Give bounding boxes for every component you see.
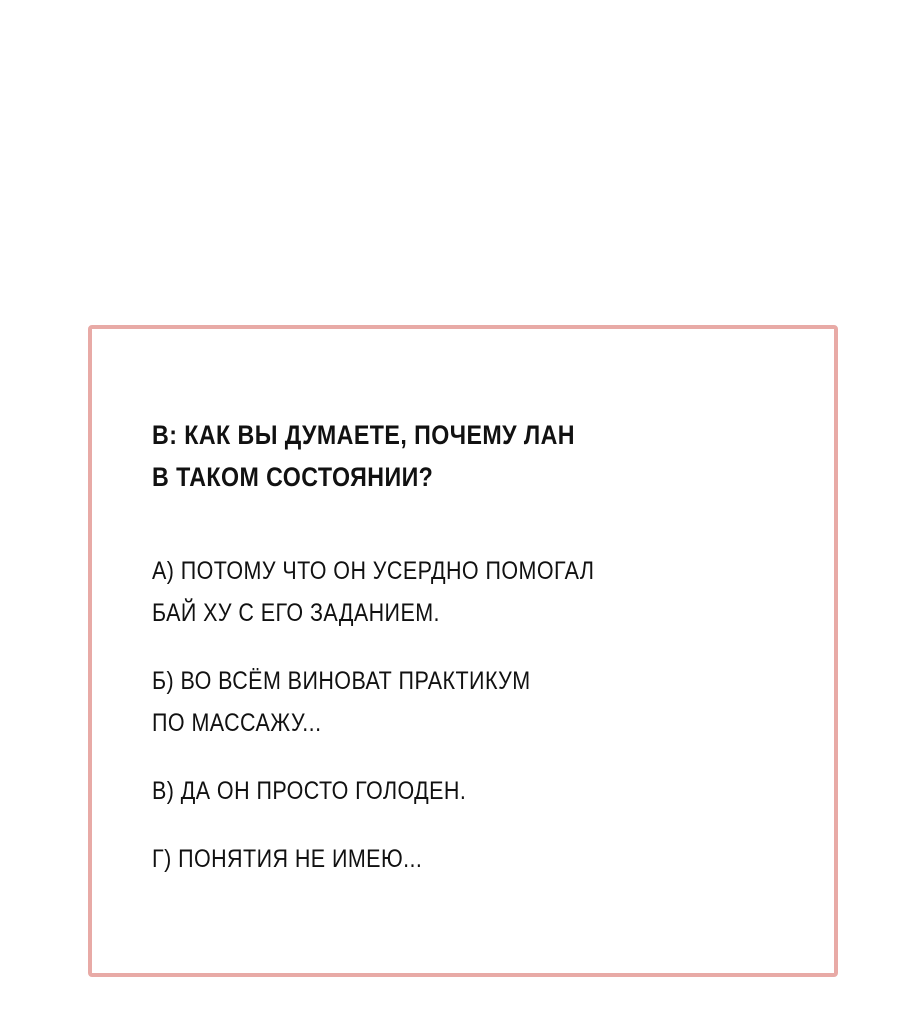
answer-b-line-2: ПО МАССАЖУ... — [152, 709, 322, 737]
answer-c-line-1: В) ДА ОН ПРОСТО ГОЛОДЕН. — [152, 777, 467, 805]
quiz-panel — [88, 325, 838, 977]
answer-a-line-1: А) ПОТОМУ ЧТО ОН УСЕРДНО ПОМОГАЛ — [152, 557, 595, 585]
answer-d — [152, 838, 422, 880]
question-line-2: В ТАКОМ СОСТОЯНИИ? — [152, 462, 434, 492]
answer-b-line-1: Б) ВО ВСЁМ ВИНОВАТ ПРАКТИКУМ — [152, 667, 531, 695]
answer-a — [152, 550, 594, 634]
answer-a-line-2: БАЙ ХУ С ЕГО ЗАДАНИЕМ. — [152, 599, 440, 627]
answer-b — [152, 660, 531, 744]
question-line-1: В: КАК ВЫ ДУМАЕТЕ, ПОЧЕМУ ЛАН — [152, 420, 576, 450]
answer-d-line-1: Г) ПОНЯТИЯ НЕ ИМЕЮ... — [152, 845, 423, 873]
question-text — [152, 414, 575, 498]
answer-c — [152, 770, 466, 812]
